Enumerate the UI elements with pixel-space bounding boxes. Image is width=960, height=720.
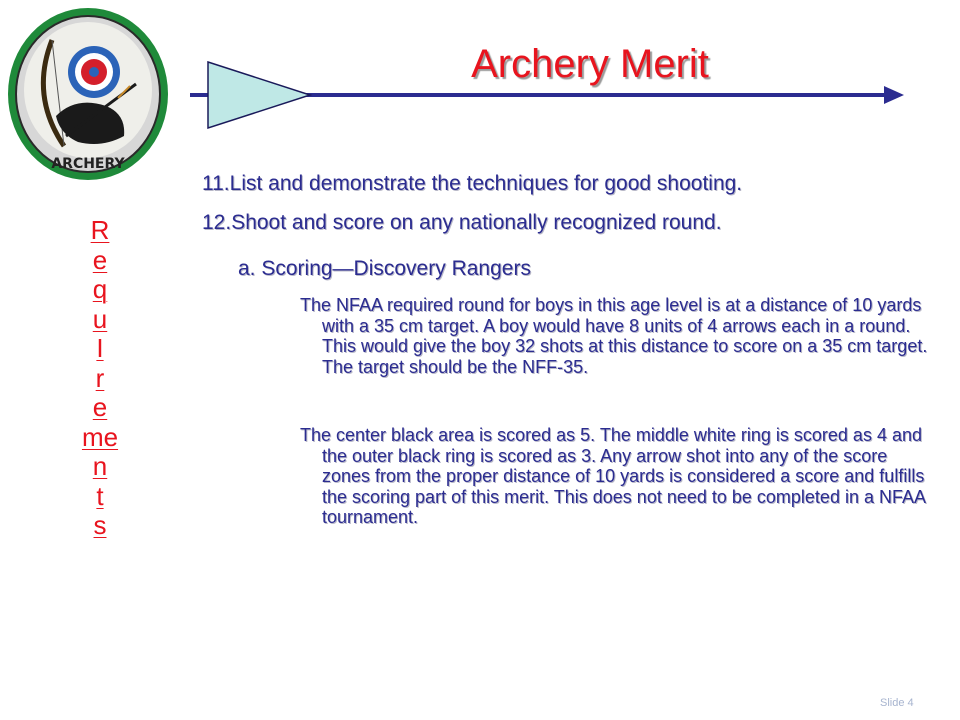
vertical-requirements-label bbox=[80, 216, 120, 541]
requirement-11: 11.List and demonstrate the techniques for good shooting. bbox=[202, 172, 743, 195]
vertical-letter: me bbox=[81, 421, 119, 452]
vertical-letter: e bbox=[92, 244, 108, 275]
slide-number: Slide 4 bbox=[880, 697, 914, 709]
vertical-letter: e bbox=[92, 392, 108, 422]
vertical-letter: q bbox=[92, 274, 108, 304]
vertical-letter: s bbox=[93, 510, 107, 540]
vertical-letter: I bbox=[96, 333, 104, 363]
vertical-letter: r bbox=[95, 362, 105, 393]
slide-title: Archery Merit bbox=[471, 42, 709, 86]
arrow-head-icon bbox=[884, 86, 904, 104]
vertical-letter: u bbox=[92, 303, 108, 334]
requirement-12a: a. Scoring—Discovery Rangers bbox=[238, 257, 531, 280]
arrow-fletching-icon bbox=[208, 62, 310, 128]
badge-label: ARCHERY bbox=[51, 156, 125, 172]
vertical-letter: t bbox=[96, 480, 104, 511]
scoring-paragraph-zones: The center black area is scored as 5. The middle white ring is scored as 4 and the outer black ring is scored as 3. Any arrow shot into any of the score zones from the proper distance of 10 yards is considered a score and fulfills the scoring part of this merit. This does not need to be completed in a NFAA tournament. bbox=[300, 425, 925, 527]
requirement-12: 12.Shoot and score on any nationally recognized round. bbox=[202, 211, 722, 234]
archery-merit-badge bbox=[6, 6, 170, 182]
vertical-letter: R bbox=[90, 215, 110, 245]
vertical-letter: n bbox=[92, 451, 108, 481]
scoring-paragraph-round: The NFAA required round for boys in this age level is at a distance of 10 yards with a 35 cm target. A boy would have 8 units of 4 arrows each in a round. This would give the boy 32 shots at this distance to score on a 35 cm target. The target should be the NFF-35. bbox=[300, 295, 928, 377]
